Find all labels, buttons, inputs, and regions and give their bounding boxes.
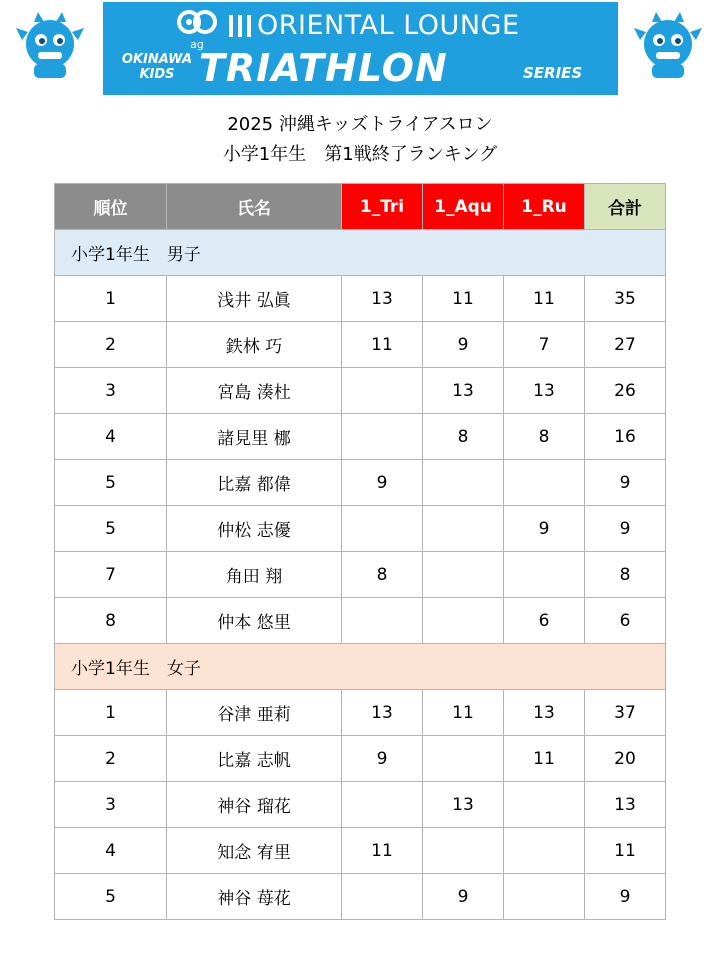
rank-cell: 7 [55,552,167,598]
rank-cell: 1 [55,276,167,322]
aqu-cell [423,736,504,782]
table-row [55,828,666,874]
tri-cell: 13 [342,690,423,736]
kids-line2: KIDS [139,67,175,82]
run-cell: 11 [504,736,585,782]
table-row [55,874,666,920]
tri-cell: 9 [342,736,423,782]
run-cell [504,874,585,920]
total-cell: 9 [585,874,666,920]
run-cell: 13 [504,690,585,736]
name-cell: 宮島 湊杜 [167,368,342,414]
run-cell: 7 [504,322,585,368]
total-cell: 37 [585,690,666,736]
total-cell: 16 [585,414,666,460]
name-cell: 仲本 悠里 [167,598,342,644]
name-cell: 谷津 亜莉 [167,690,342,736]
run-cell [504,552,585,598]
run-cell: 9 [504,506,585,552]
total-cell: 11 [585,828,666,874]
tri-cell [342,414,423,460]
rank-cell: 5 [55,874,167,920]
ranking-table [54,183,666,920]
table-row [55,506,666,552]
total-cell: 6 [585,598,666,644]
shisa-mascot-right-icon [632,10,704,82]
table-row [55,368,666,414]
total-cell: 20 [585,736,666,782]
tri-cell: 9 [342,460,423,506]
rank-cell: 3 [55,782,167,828]
name-cell: 仲松 志優 [167,506,342,552]
col-name-header: 氏名 [167,184,342,230]
name-cell: 知念 宥里 [167,828,342,874]
rank-cell: 5 [55,460,167,506]
series-wordmark: SERIES [523,64,583,82]
ag-mark: ag [190,38,204,51]
lounge-mark-icon [229,15,251,37]
tri-cell: 11 [342,322,423,368]
table-row [55,322,666,368]
page-title: 2025 沖縄キッズトライアスロン [227,114,493,135]
rank-cell: 4 [55,828,167,874]
tri-cell [342,782,423,828]
section-label: 小学1年生 女子 [55,644,666,690]
tri-cell [342,874,423,920]
col-rank-header: 順位 [55,184,167,230]
total-cell: 35 [585,276,666,322]
table-row [55,598,666,644]
total-cell: 8 [585,552,666,598]
rank-cell: 3 [55,368,167,414]
name-cell: 角田 翔 [167,552,342,598]
aqu-cell: 13 [423,782,504,828]
tri-cell [342,598,423,644]
aqu-cell: 13 [423,368,504,414]
rank-cell: 2 [55,322,167,368]
name-cell: 浅井 弘眞 [167,276,342,322]
name-cell: 比嘉 志帆 [167,736,342,782]
table-row [55,460,666,506]
aqu-cell: 11 [423,690,504,736]
name-cell: 比嘉 都偉 [167,460,342,506]
total-cell: 9 [585,460,666,506]
table-row [55,276,666,322]
tri-cell: 11 [342,828,423,874]
tri-cell: 13 [342,276,423,322]
header-row [55,184,666,230]
tri-cell: 8 [342,552,423,598]
aqu-cell: 11 [423,276,504,322]
triathlon-wordmark: TRIATHLON [199,46,448,90]
run-cell: 8 [504,414,585,460]
aqu-cell: 9 [423,322,504,368]
name-cell: 鉄林 巧 [167,322,342,368]
section-header-row [55,644,666,690]
brand-text: ORIENTAL LOUNGE [257,10,520,41]
total-cell: 13 [585,782,666,828]
rank-cell: 5 [55,506,167,552]
run-cell [504,460,585,506]
page-subtitle: 小学1年生 第1戦終了ランキング [222,144,498,165]
table-row [55,414,666,460]
section-label: 小学1年生 男子 [55,230,666,276]
aqu-cell [423,460,504,506]
run-cell [504,828,585,874]
aqu-cell [423,598,504,644]
run-cell [504,782,585,828]
aqu-cell: 9 [423,874,504,920]
rank-cell: 8 [55,598,167,644]
tri-cell [342,368,423,414]
run-cell: 11 [504,276,585,322]
section-header-row [55,230,666,276]
table-row [55,552,666,598]
total-cell: 26 [585,368,666,414]
table-row [55,782,666,828]
brand-name [229,10,520,41]
table-row [55,736,666,782]
rank-cell: 4 [55,414,167,460]
tri-cell [342,506,423,552]
aqu-cell: 8 [423,414,504,460]
rank-cell: 2 [55,736,167,782]
okinawa-kids-label [117,52,197,82]
name-cell: 神谷 苺花 [167,874,342,920]
kids-line1: OKINAWA [121,52,193,67]
col-run-header: 1_Ru [504,184,585,230]
aqu-cell [423,828,504,874]
name-cell: 諸見里 梛 [167,414,342,460]
series-banner [103,2,618,95]
rank-cell: 1 [55,690,167,736]
col-total-header: 合計 [585,184,666,230]
col-tri-header: 1_Tri [342,184,423,230]
shisa-mascot-left-icon [14,10,86,82]
table-row [55,690,666,736]
aqu-cell [423,506,504,552]
total-cell: 27 [585,322,666,368]
run-cell: 13 [504,368,585,414]
col-aqu-header: 1_Aqu [423,184,504,230]
aqu-cell [423,552,504,598]
total-cell: 9 [585,506,666,552]
run-cell: 6 [504,598,585,644]
name-cell: 神谷 瑠花 [167,782,342,828]
